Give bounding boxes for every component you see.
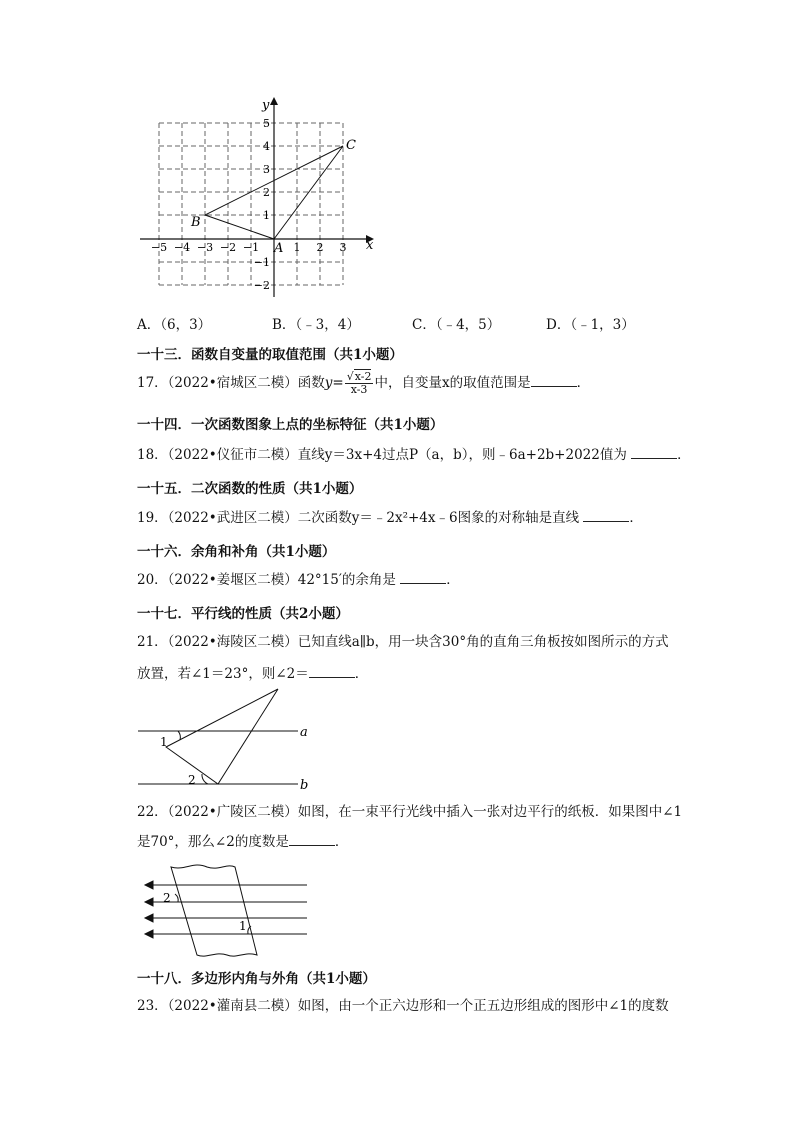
section-heading: 一十五．二次函数的性质（共1小题） — [137, 481, 363, 497]
coordinate-graph — [130, 95, 390, 305]
x-axis-label: x — [366, 238, 374, 253]
q18-text: 18．（2022•仪征市二模）直线y＝3x+4过点P（a，b），则﹣6a+2b+2022值为 — [137, 447, 627, 463]
parallel-lines-triangle-figure — [130, 685, 330, 795]
question-21-line-2 — [137, 665, 368, 683]
q17-var: y — [324, 375, 333, 391]
q22-text: 是70°，那么∠2的度数是 — [137, 834, 289, 850]
q17-fraction: $\frac{√x-2}{x-3}$ — [346, 370, 372, 396]
y-tick: 2 — [263, 186, 270, 199]
x-tick: −3 — [196, 241, 214, 254]
q17-suffix: 中，自变量x的取值范围是 — [374, 375, 531, 391]
x-tick: 3 — [339, 241, 347, 254]
q17-prefix: 17．（2022•宿城区二模）函数 — [137, 375, 325, 391]
option-a: A．（6，3） — [137, 317, 212, 333]
q18-end: ． — [677, 447, 691, 463]
line-a-label: a — [300, 725, 308, 740]
q21-text: 放置，若∠1＝23°，则∠2＝ — [137, 666, 309, 682]
answer-blank[interactable] — [531, 374, 577, 387]
question-19 — [137, 509, 643, 527]
question-21-line-1: 21．（2022•海陵区二模）已知直线a∥b，用一块含30°角的直角三角板按如图所示的方式 — [137, 634, 669, 650]
question-18 — [137, 446, 691, 464]
q20-text: 20．（2022•姜堰区二模）42°15′的余角是 — [137, 572, 396, 588]
answer-blank[interactable] — [631, 446, 677, 459]
q17-numerator: x-2 — [354, 370, 372, 383]
y-tick: 5 — [263, 117, 270, 130]
x-tick: 1 — [293, 241, 301, 254]
line-b-label: b — [300, 778, 309, 793]
section-heading: 一十六．余角和补角（共1小题） — [137, 544, 336, 560]
y-tick: 1 — [263, 209, 270, 222]
y-tick: 4 — [263, 140, 270, 153]
angle-1-label: 1 — [239, 919, 247, 933]
y-tick: −2 — [253, 279, 270, 292]
answer-blank[interactable] — [400, 571, 446, 584]
q17-denominator: x-3 — [350, 383, 368, 396]
section-heading: 一十七．平行线的性质（共2小题） — [137, 606, 349, 622]
section-heading: 一十三．函数自变量的取值范围（共1小题） — [137, 347, 403, 363]
question-22-line-1: 22．（2022•广陵区二模）如图，在一束平行光线中插入一张对边平行的纸板．如果图中∠1 — [137, 804, 683, 820]
x-tick: 2 — [316, 241, 324, 254]
q19-text: 19．（2022•武进区二模）二次函数y＝﹣2x²+4x﹣6图象的对称轴是直线 — [137, 510, 580, 526]
question-17 — [137, 371, 590, 396]
point-c-label: C — [346, 138, 356, 153]
question-20 — [137, 571, 460, 589]
angle-2-label: 2 — [188, 773, 196, 787]
q19-end: ． — [629, 510, 643, 526]
answer-blank[interactable] — [289, 833, 335, 846]
angle-2-label: 2 — [163, 891, 171, 905]
q20-end: ． — [446, 572, 460, 588]
light-beam-figure — [135, 857, 315, 962]
x-tick: −4 — [173, 241, 191, 254]
x-tick: −2 — [219, 241, 237, 254]
x-tick: −5 — [150, 241, 168, 254]
y-axis-label: y — [262, 98, 270, 113]
point-a-label: A — [274, 241, 284, 256]
y-tick: −1 — [253, 256, 270, 269]
section-heading: 一十四．一次函数图象上点的坐标特征（共1小题） — [137, 417, 444, 433]
point-b-label: B — [191, 215, 201, 230]
option-b: B．（﹣3，4） — [272, 317, 360, 333]
option-d: D．（﹣1，3） — [546, 317, 635, 333]
q17-end: ． — [576, 375, 591, 391]
q17-eq: = — [332, 375, 344, 391]
answer-blank[interactable] — [309, 665, 355, 678]
q21-end: ． — [354, 666, 369, 682]
answer-blank[interactable] — [583, 509, 629, 522]
question-22-line-2 — [137, 833, 348, 851]
q22-end: ． — [334, 834, 349, 850]
y-tick: 3 — [263, 163, 270, 176]
x-tick: −1 — [242, 241, 260, 254]
angle-1-label: 1 — [160, 735, 168, 749]
section-heading: 一十八．多边形内角与外角（共1小题） — [137, 971, 376, 987]
question-23: 23．（2022•灌南县二模）如图，由一个正六边形和一个正五边形组成的图形中∠1的度数 — [137, 998, 669, 1014]
option-c: C．（﹣4，5） — [412, 317, 501, 333]
